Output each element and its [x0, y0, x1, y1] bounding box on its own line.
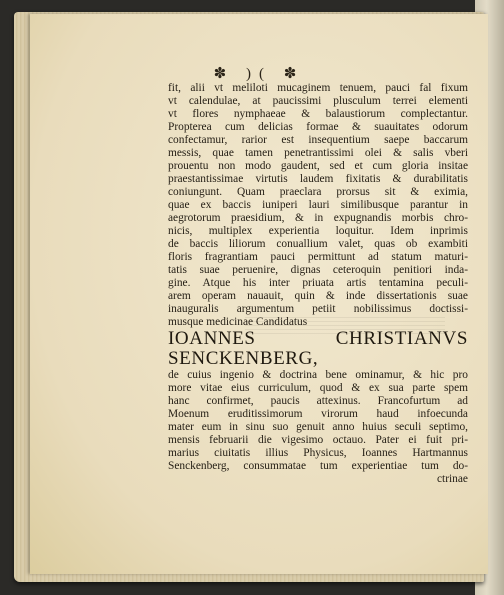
paragraph-2 — [168, 369, 468, 486]
text-line: aegrotorum praesidium, & in expugnandis morbis chro- — [168, 212, 468, 224]
text-line: quae ex baccis iuniperi lauri similibusque parantur in — [168, 199, 468, 211]
candidate-name-line-1: IOANNES CHRISTIANVS — [168, 328, 468, 349]
text-line: coniungunt. Quam praeclara prorsus sit & eximia, — [168, 186, 468, 198]
text-line: mater eum in sinu suo genuit anno huius seculi septimo, — [168, 421, 468, 433]
flower-ornament-right-icon: ✽ — [283, 66, 305, 82]
body-text — [168, 82, 468, 486]
text-line: prouentu non modo gaudent, sed et cum gloria insitae — [168, 160, 468, 172]
text-line: praestantissimae virtutis laudem fixitatis & durabilitatis — [168, 173, 468, 185]
text-line: Senckenberg, consummatae tum experientiae tum do- — [168, 460, 468, 472]
text-line: de cuius ingenio & doctrina bene ominamur, & hic pro — [168, 369, 468, 381]
text-line: confectamur, rarior est insequentium saepe baccarum — [168, 134, 468, 146]
text-line: fit, alii vt meliloti mucaginem tenuem, pauci fal fixum — [168, 82, 468, 94]
candidate-name-line-2: SENCKENBERG, — [168, 348, 319, 369]
ornament-center: )( — [246, 66, 272, 82]
text-line: tatis suae peruenire, dignas ceteroquin penitiori inda- — [168, 264, 468, 276]
text-line: mensis februarii die vigesimo octauo. Pater ei fuit pri- — [168, 434, 468, 446]
text-line: de baccis liliorum conuallium valet, quas ob exambiti — [168, 238, 468, 250]
text-line: more vitae eius curriculum, quod & ex sua parte spem — [168, 382, 468, 394]
text-line: hanc confirmet, paucis attexinus. Francofurtum ad — [168, 395, 468, 407]
text-line: Moenum eruditissimorum virorum haud infoecunda — [168, 408, 468, 420]
text-line: vt flores nymphaeae & balaustiorum complectantur. — [168, 108, 468, 120]
book-page — [30, 14, 488, 574]
flower-ornament-left-icon: ✽ — [213, 66, 235, 82]
text-line: marius ciuitatis illius Physicus, Ioannes Hartmannus — [168, 447, 468, 459]
page-ornament — [30, 64, 488, 83]
text-line: messis, quae tamen penetrantissimi olei & salis vberi — [168, 147, 468, 159]
text-line: Propterea cum delicias formae & suauitates odorum — [168, 121, 468, 133]
text-line: vt calendulae, at paucissimi plusculum terrei elementi — [168, 95, 468, 107]
text-line: musque medicinae Candidatus — [168, 316, 308, 328]
text-line: arem operam nauauit, quin & inde dissertationis suae — [168, 290, 468, 302]
catchword: ctrinae — [437, 473, 468, 485]
text-line: nicis, multiplex experientia loquitur. Idem inprimis — [168, 225, 468, 237]
text-line: floris fragrantiam pauci permittunt ad statum maturi- — [168, 251, 468, 263]
text-line: gine. Atque his inter priuata artis tentamina peculi- — [168, 277, 468, 289]
text-line: inauguralis argumentum petiit nobilissimus doctissi- — [168, 303, 468, 315]
paragraph-1 — [168, 82, 468, 329]
